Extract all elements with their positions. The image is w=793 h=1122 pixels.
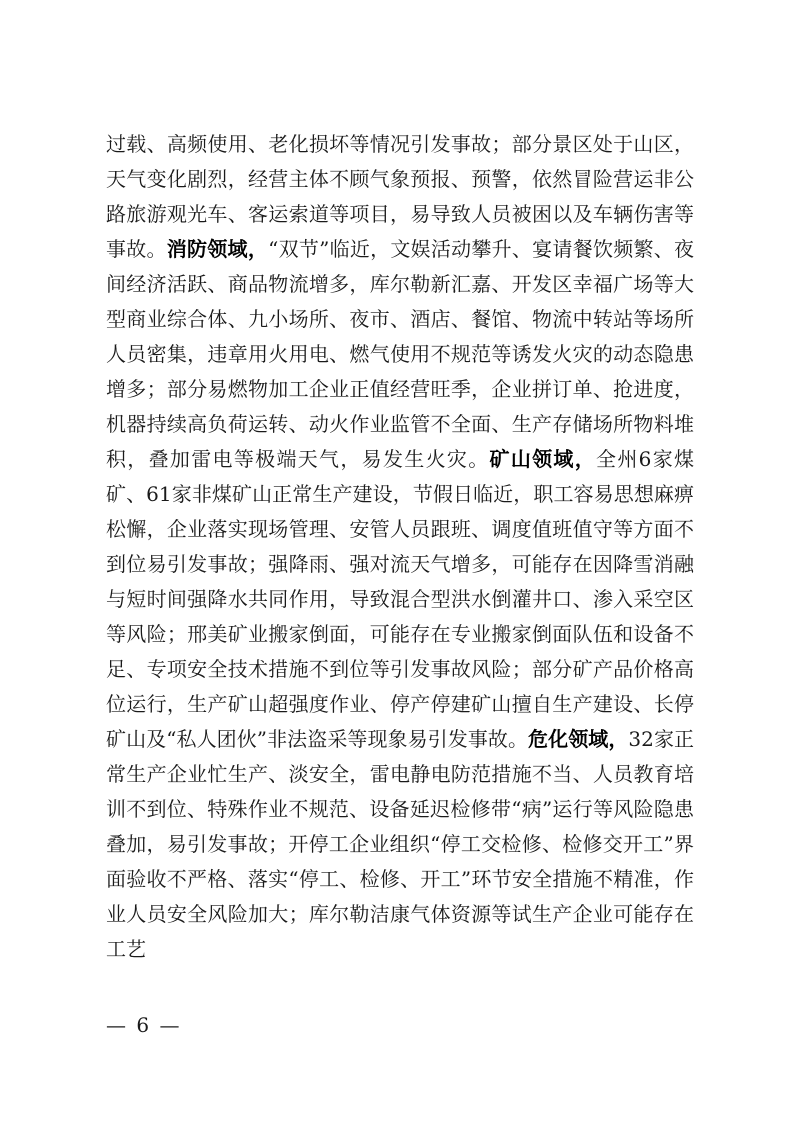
section-heading-hazardous-chemicals: 危化领域， xyxy=(528,727,629,751)
section-heading-mining: 矿山领域， xyxy=(489,447,597,471)
page-number: — 6 — xyxy=(106,1013,182,1037)
body-paragraph xyxy=(106,127,694,967)
text-segment: 全州6家煤矿、61家非煤矿山正常生产建设，节假日临近，职工容易思想麻痹松懈，企业落实现场管理、安管人员跟班、调度值班值守等方面不到位易引发事故；强降雨、强对流天气增多，可能存在因降雪消融与短时间强降水共同作用，导致混合型洪水倒灌井口、渗入采空区等风险；邢美矿业搬家倒面，可能存在专业搬家倒面队伍和设备不足、专项安全技术措施不到位等引发事故风险；部分矿产品价格高位运行，生产矿山超强度作业、停产停建矿山擅自生产建设、长停矿山及“私人团伙”非法盗采等现象易引发事故。 xyxy=(106,447,694,751)
text-segment: “双节”临近，文娱活动攀升、宴请餐饮频繁、夜间经济活跃、商品物流增多，库尔勒新汇嘉、开发区幸福广场等大型商业综合体、九小场所、夜市、酒店、餐馆、物流中转站等场所人员密集，违章用火用电、燃气使用不规范等诱发火灾的动态隐患增多；部分易燃物加工企业正值经营旺季，企业拼订单、抢进度，机器持续高负荷运转、动火作业监管不全面、生产存储场所物料堆积，叠加雷电等极端天气，易发生火灾。 xyxy=(106,237,695,471)
section-heading-fire: 消防领域， xyxy=(166,237,269,261)
text-segment: 过载、高频使用、老化损坏等情况引发事故；部分景区处于山区，天气变化剧烈，经营主体不顾气象预报、预警，依然冒险营运非公路旅游观光车、客运索道等项目，易导致人员被困以及车辆伤害等事故。 xyxy=(106,132,694,261)
text-segment: 32家正常生产企业忙生产、淡安全，雷电静电防范措施不当、人员教育培训不到位、特殊作业不规范、设备延迟检修带“病”运行等风险隐患叠加，易引发事故；开停工企业组织“停工交检修、检修交开工”界面验收不严格、落实“停工、检修、开工”环节安全措施不精准，作业人员安全风险加大；库尔勒洁康气体资源等试生产企业可能存在工艺 xyxy=(106,727,695,961)
